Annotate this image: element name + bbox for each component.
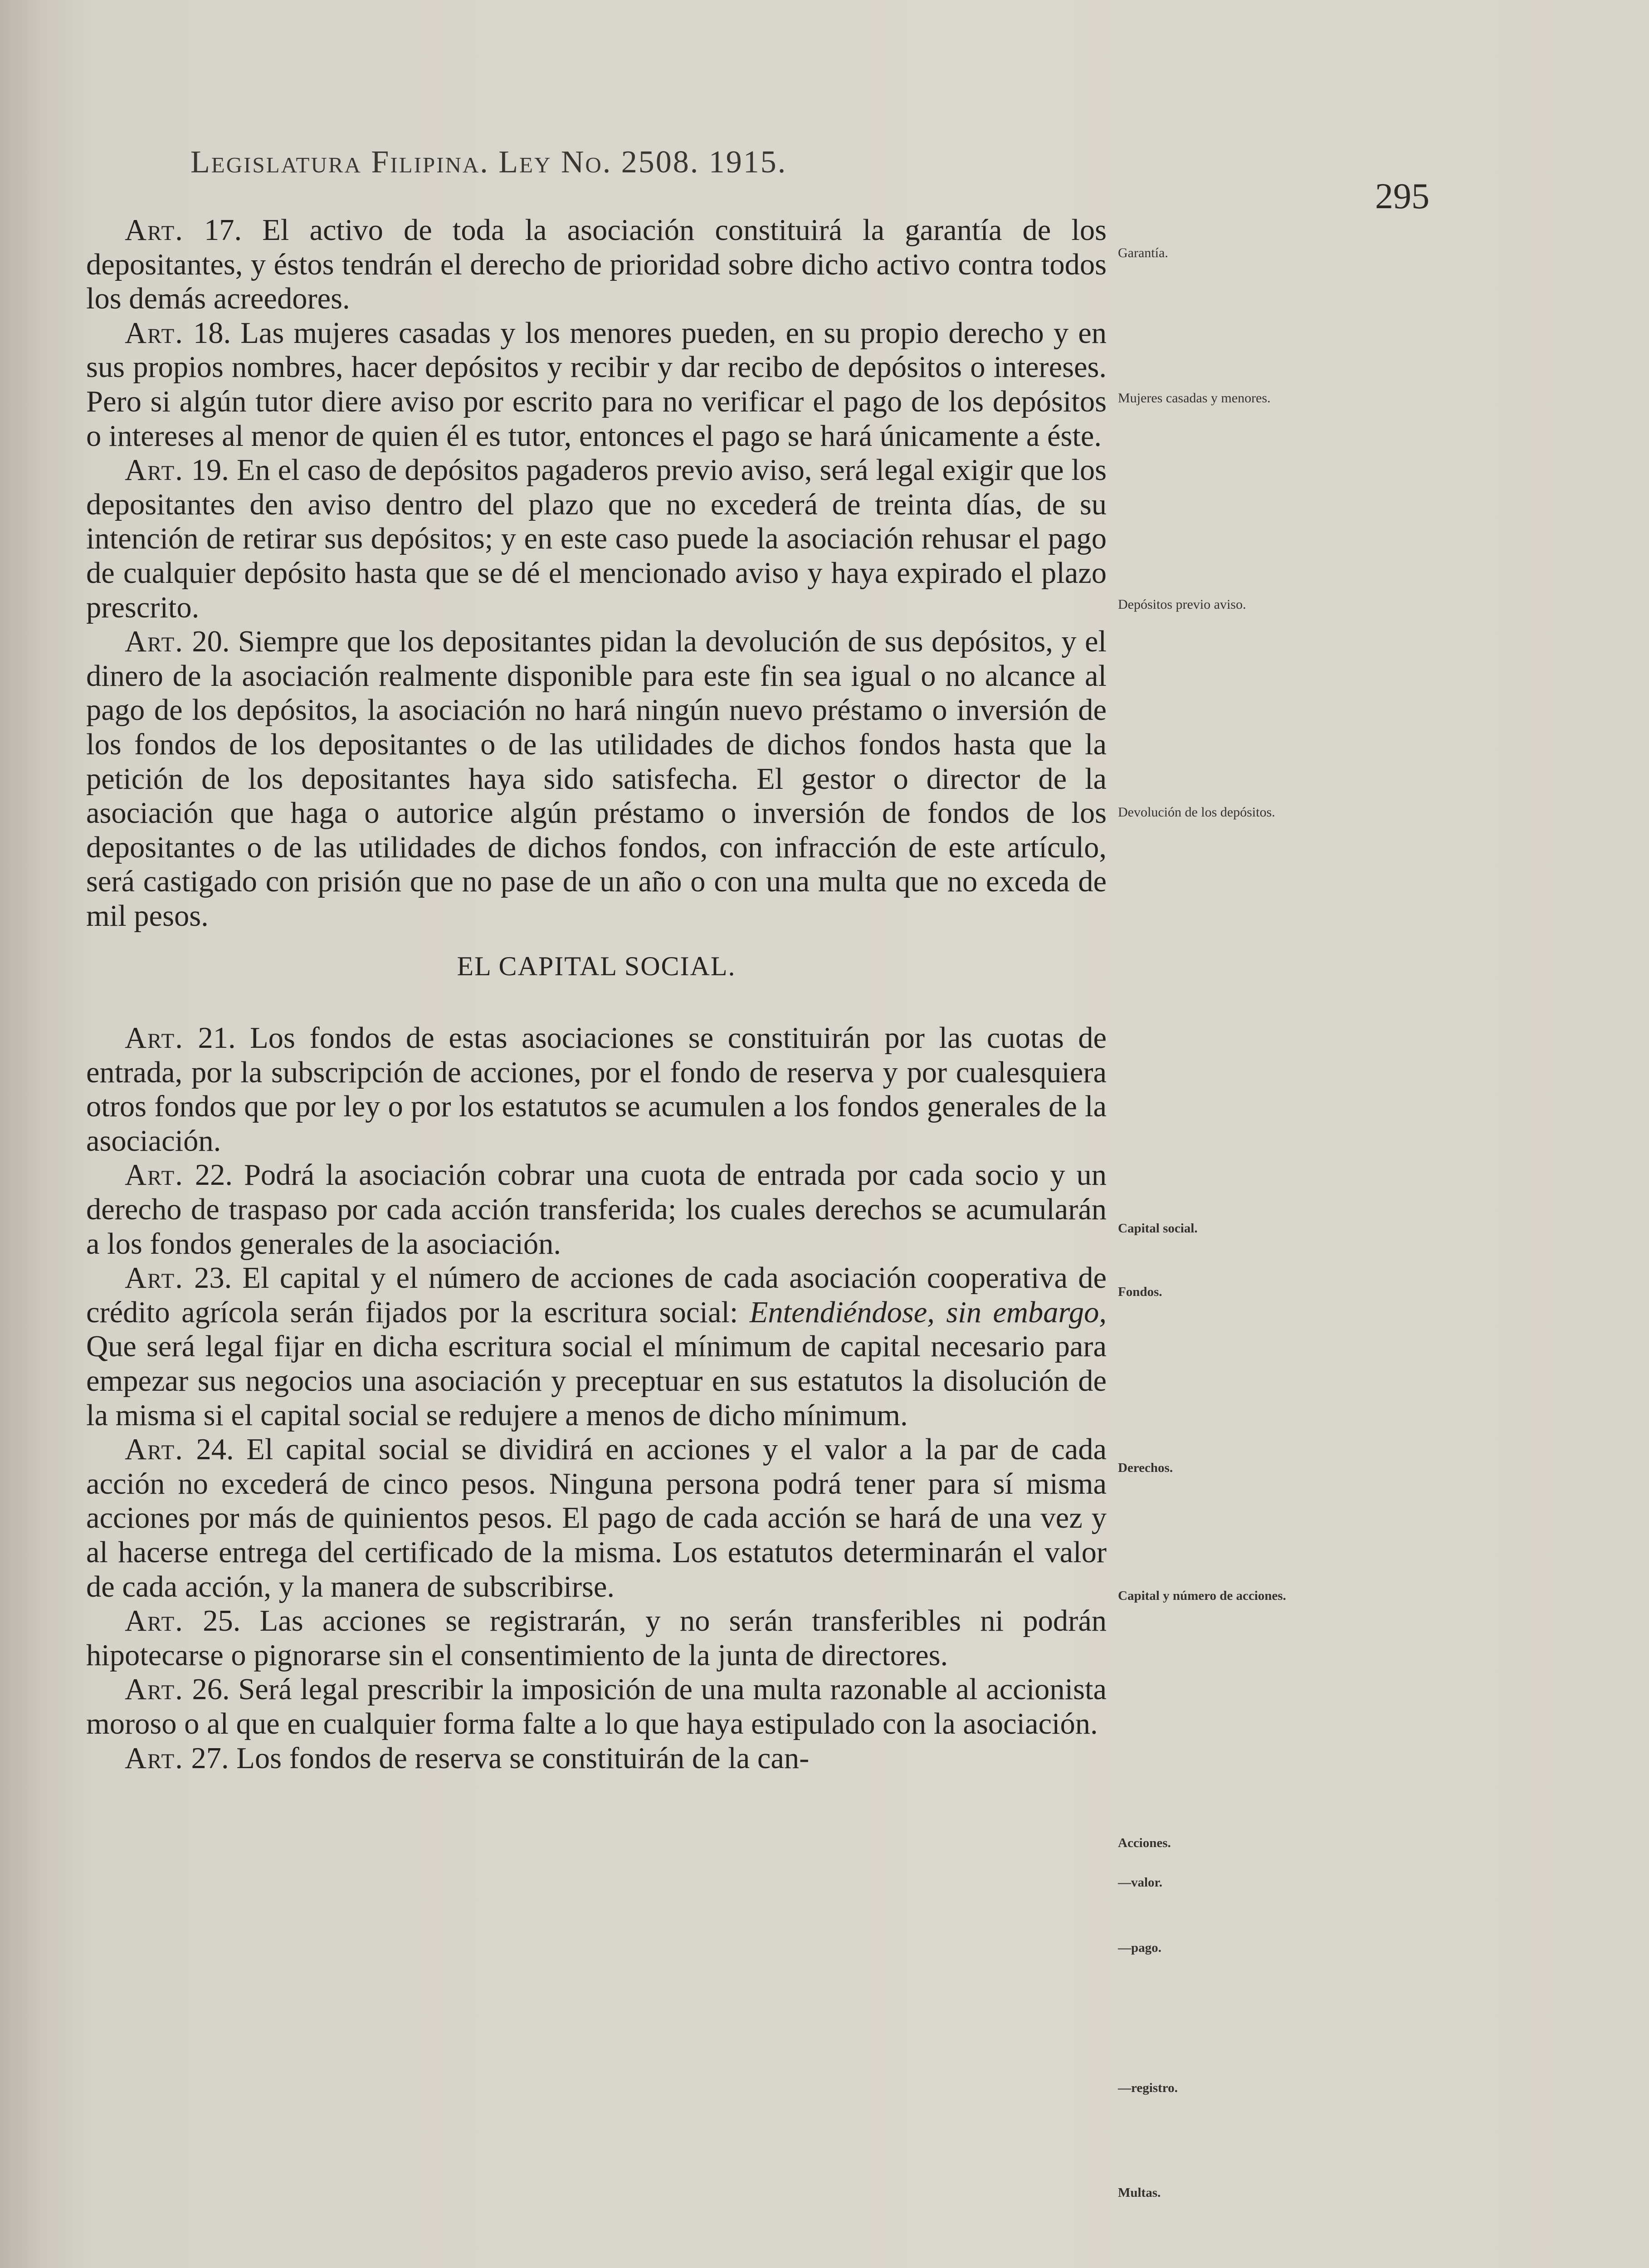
article-number: 21.	[198, 1022, 236, 1055]
article-text: Los fondos de reserva se constituirán de la can-	[236, 1741, 810, 1775]
margin-note-acciones: Acciones.	[1118, 1836, 1171, 1850]
article-number: 22.	[195, 1158, 233, 1192]
article-text: Siempre que los depositantes pidan la devolución de sus depósitos, y el dinero de la asociación realmente disponible para este fin sea igual o no alcance al pago de los depósitos, la asociación no hará ningún nuevo préstamo o inversión de los fondos de los depositantes o de las utilidades de dichos fondos hasta que la petición de los depositantes haya sido satisfecha. El gestor o director de la asociación que haga o autorice algún préstamo o inversión de fondos de los depositantes o de las utilidades de dichos fondos, con infracción de este artículo, será castigado con prisión que no pase de un año o con una multa que no exceda de mil pesos.	[86, 625, 1107, 933]
article-21	[86, 1021, 1107, 1158]
article-label: Art.	[125, 1261, 184, 1295]
margin-note-multas: Multas.	[1118, 2185, 1161, 2200]
article-label: Art.	[125, 1604, 184, 1638]
article-label: Art.	[125, 1741, 184, 1775]
article-text: Las mujeres casadas y los menores pueden, en su propio derecho y en sus propios nombres, hacer depósitos y recibir y dar recibo de depósitos o intereses. Pero si algún tutor diere aviso por escrito para no verificar el pago de los depósitos o intereses al menor de quien él es tutor, entonces el pago se hará únicamente a éste.	[86, 316, 1107, 453]
article-19	[86, 453, 1107, 625]
article-text: Será legal prescribir la imposición de una multa razonable al accionista moroso o al que en cualquier forma falte a lo que haya estipulado con la asociación.	[86, 1673, 1107, 1740]
article-label: Art.	[125, 1673, 184, 1706]
margin-note-fondos: Fondos.	[1118, 1285, 1162, 1299]
article-18	[86, 316, 1107, 453]
article-text: El capital y el número de acciones de cada asociación cooperativa de crédito agrícola serán fijados por la escritura social:	[86, 1261, 1107, 1329]
page-number: 295	[1375, 176, 1429, 216]
article-text: Que será legal fijar en dicha escritura social el mínimum de capital necesario para empezar sus negocios una asociación y preceptuar en sus estatutos la disolución de la misma si el capital social se redujere a menos de dicho mínimum.	[86, 1330, 1107, 1432]
article-number: 18.	[193, 316, 231, 350]
article-number: 26.	[192, 1673, 230, 1706]
article-label: Art.	[125, 316, 184, 350]
margin-note-garantia: Garantía.	[1118, 245, 1168, 260]
article-22	[86, 1158, 1107, 1261]
article-text-italic: Entendiéndose, sin embargo,	[749, 1295, 1107, 1329]
article-text: En el caso de depósitos pagaderos previo aviso, será legal exigir que los depositantes den aviso dentro del plazo que no excederá de treinta días, de su intención de retirar sus depósitos; y en este caso puede la asociación rehusar el pago de cualquier depósito hasta que se dé el mencionado aviso y haya expirado el plazo prescrito.	[86, 454, 1107, 624]
margin-note-derechos: Derechos.	[1118, 1461, 1173, 1475]
article-text: El activo de toda la asociación constituirá la garantía de los depositantes, y éstos tendrán el derecho de prioridad sobre dicho activo contra todos los demás acreedores.	[86, 214, 1107, 316]
margin-note-devolucion: Devolución de los depósitos.	[1118, 805, 1275, 820]
article-number: 17.	[204, 214, 242, 247]
article-text: Podrá la asociación cobrar una cuota de entrada por cada socio y un derecho de traspaso por cada acción transferida; los cuales derechos se acumularán a los fondos generales de la asociación.	[86, 1158, 1107, 1261]
article-24	[86, 1432, 1107, 1604]
article-label: Art.	[125, 1433, 184, 1466]
article-17	[86, 213, 1107, 316]
margin-note-mujeres: Mujeres casadas y menores.	[1118, 391, 1271, 406]
article-label: Art.	[125, 1158, 184, 1192]
article-number: 23.	[194, 1261, 232, 1295]
margin-note-registro: —registro.	[1118, 2081, 1178, 2095]
article-25	[86, 1604, 1107, 1672]
article-label: Art.	[125, 1022, 184, 1055]
article-number: 24.	[196, 1433, 234, 1466]
article-27	[86, 1741, 1107, 1776]
article-text: Los fondos de estas asociaciones se constituirán por las cuotas de entrada, por la subscripción de acciones, por el fondo de reserva y por cualesquiera otros fondos que por ley o por los estatutos se acumulen a los fondos generales de la asociación.	[86, 1022, 1107, 1158]
margin-note-capital-social: Capital social.	[1118, 1221, 1198, 1236]
running-head: Legislatura Filipina. Ley No. 2508. 1915.	[190, 145, 787, 180]
article-label: Art.	[125, 214, 184, 247]
article-text: Las acciones se registrarán, y no serán transferibles ni podrán hipotecarse o pignorarse sin el consentimiento de la junta de directores.	[86, 1604, 1107, 1672]
article-number: 19.	[191, 454, 229, 487]
article-text: El capital social se dividirá en acciones y el valor a la par de cada acción no excederá de cinco pesos. Ninguna persona podrá tener para sí misma acciones por más de quinientos pesos. El pago de cada acción se hará de una vez y al hacerse entrega del certificado de la misma. Los estatutos determinarán el valor de cada acción, y la manera de subscribirse.	[86, 1433, 1107, 1603]
article-number: 20.	[192, 625, 230, 659]
article-label: Art.	[125, 625, 184, 659]
section-heading: EL CAPITAL SOCIAL.	[457, 951, 736, 982]
article-26	[86, 1672, 1107, 1741]
margin-note-pago: —pago.	[1118, 1941, 1161, 1955]
margin-note-capital-numero: Capital y número de acciones.	[1118, 1589, 1286, 1603]
body-text	[86, 213, 1107, 1775]
article-number: 27.	[191, 1741, 229, 1775]
article-20	[86, 625, 1107, 933]
margin-note-depositos-previo: Depósitos previo aviso.	[1118, 597, 1246, 612]
article-label: Art.	[125, 454, 184, 487]
margin-note-valor: —valor.	[1118, 1875, 1163, 1890]
article-number: 25.	[203, 1604, 241, 1638]
article-23	[86, 1261, 1107, 1432]
